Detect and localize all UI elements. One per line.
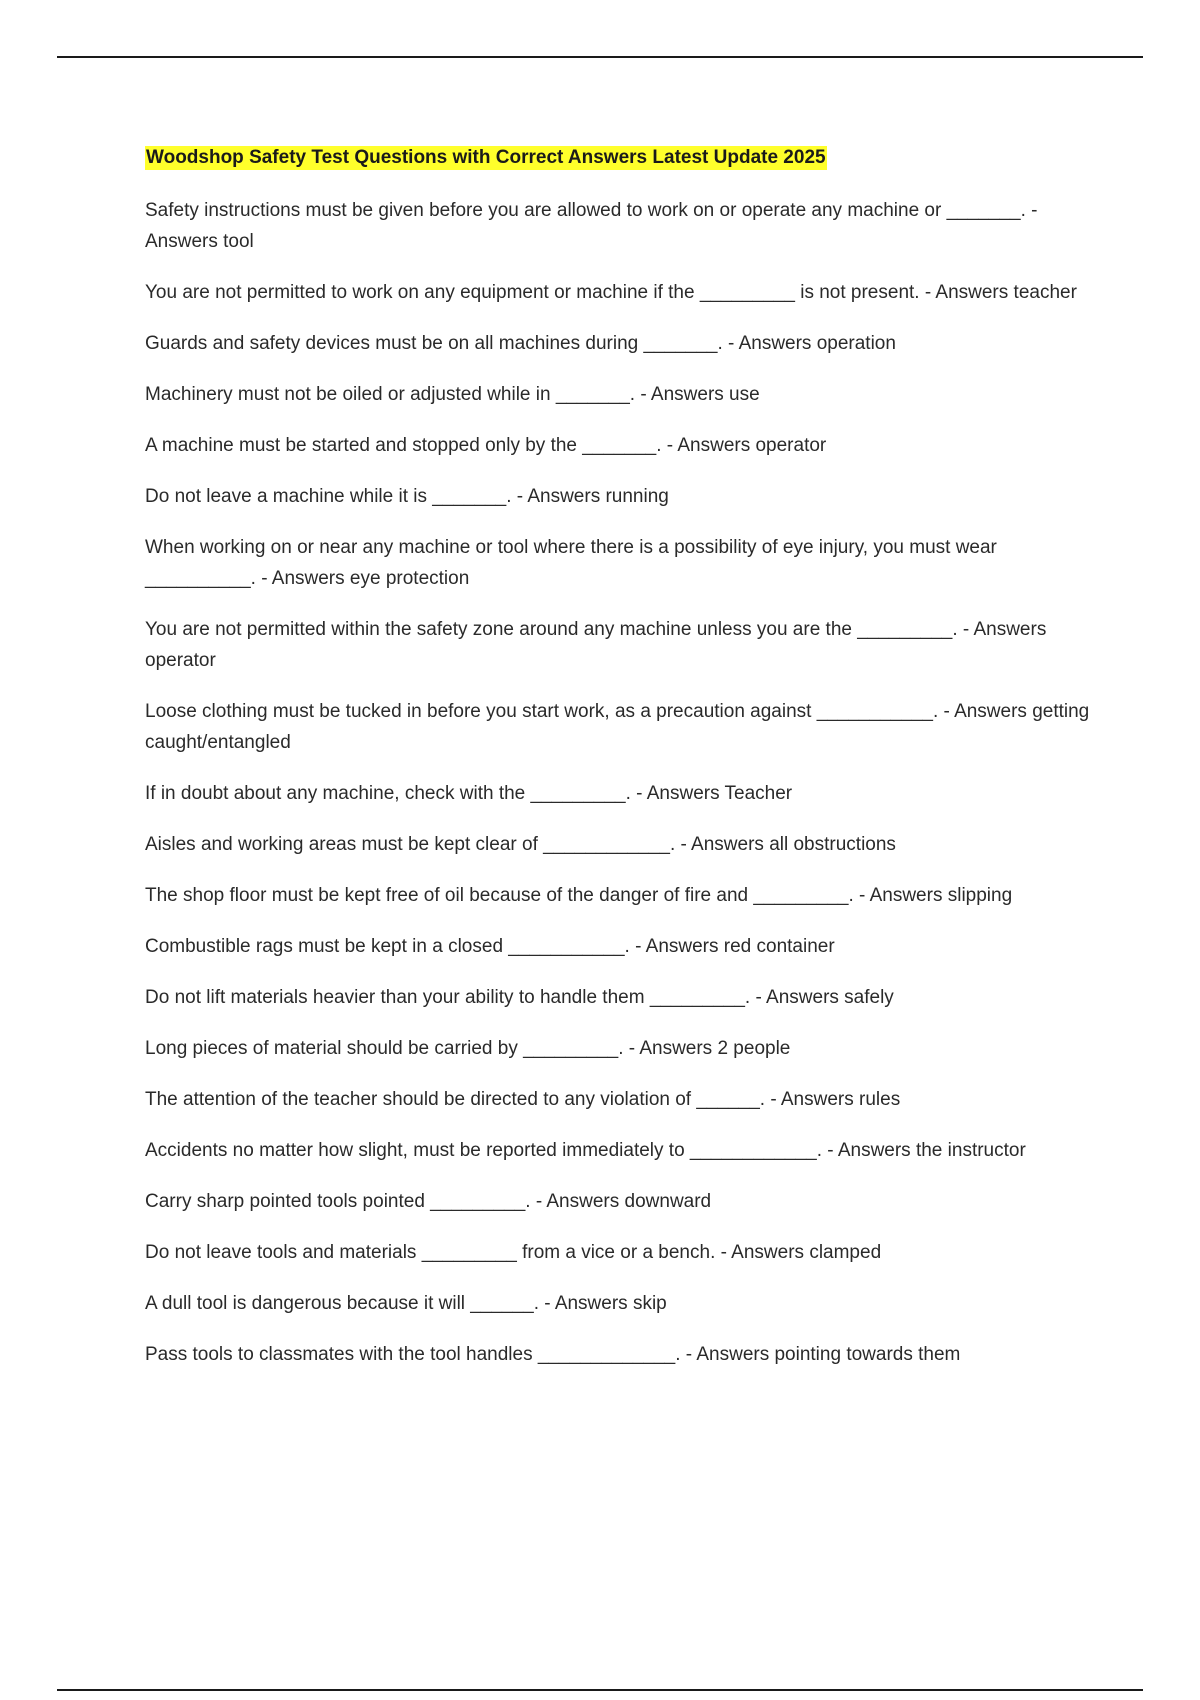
question-answer-19: Do not leave tools and materials _________ from a vice or a bench. - Answers clamped <box>145 1242 882 1263</box>
question-answer-1: Safety instructions must be given before you are allowed to work on or operate any machine or _______. - Answers tool <box>145 200 1038 252</box>
question-answer-7: When working on or near any machine or tool where there is a possibility of eye injury, you must wear __________. - Answers eye protection <box>145 537 997 589</box>
question-answer-6: Do not leave a machine while it is _______. - Answers running <box>145 486 669 507</box>
question-answer-11: Aisles and working areas must be kept clear of ____________. - Answers all obstructions <box>145 834 896 855</box>
document-body <box>145 146 1095 1390</box>
question-answer-18: Carry sharp pointed tools pointed _________. - Answers downward <box>145 1191 712 1212</box>
question-answer-13: Combustible rags must be kept in a closed ___________. - Answers red container <box>145 936 835 957</box>
question-answer-17: Accidents no matter how slight, must be reported immediately to ____________. - Answers the instructor <box>145 1140 1026 1161</box>
question-answer-8: You are not permitted within the safety zone around any machine unless you are the _________. - Answers operator <box>145 619 1047 671</box>
question-answer-4: Machinery must not be oiled or adjusted while in _______. - Answers use <box>145 384 760 405</box>
top-rule <box>57 56 1143 58</box>
question-answer-2: You are not permitted to work on any equipment or machine if the _________ is not present. - Answers teacher <box>145 282 1077 303</box>
question-answer-5: A machine must be started and stopped only by the _______. - Answers operator <box>145 435 827 456</box>
question-answer-3: Guards and safety devices must be on all machines during _______. - Answers operation <box>145 333 896 354</box>
question-answer-9: Loose clothing must be tucked in before you start work, as a precaution against ___________. - Answers getting caught/entangled <box>145 701 1090 753</box>
question-answer-20: A dull tool is dangerous because it will ______. - Answers skip <box>145 1293 667 1314</box>
bottom-rule <box>57 1689 1143 1691</box>
question-answer-14: Do not lift materials heavier than your ability to handle them _________. - Answers safely <box>145 987 894 1008</box>
question-answer-10: If in doubt about any machine, check with the _________. - Answers Teacher <box>145 783 793 804</box>
question-answer-15: Long pieces of material should be carried by _________. - Answers 2 people <box>145 1038 791 1059</box>
question-answer-12: The shop floor must be kept free of oil because of the danger of fire and _________. - Answers slipping <box>145 885 1013 906</box>
question-answer-21: Pass tools to classmates with the tool handles _____________. - Answers pointing towards them <box>145 1344 961 1365</box>
question-answer-16: The attention of the teacher should be directed to any violation of ______. - Answers rules <box>145 1089 901 1110</box>
document-title: Woodshop Safety Test Questions with Correct Answers Latest Update 2025 <box>146 147 826 168</box>
